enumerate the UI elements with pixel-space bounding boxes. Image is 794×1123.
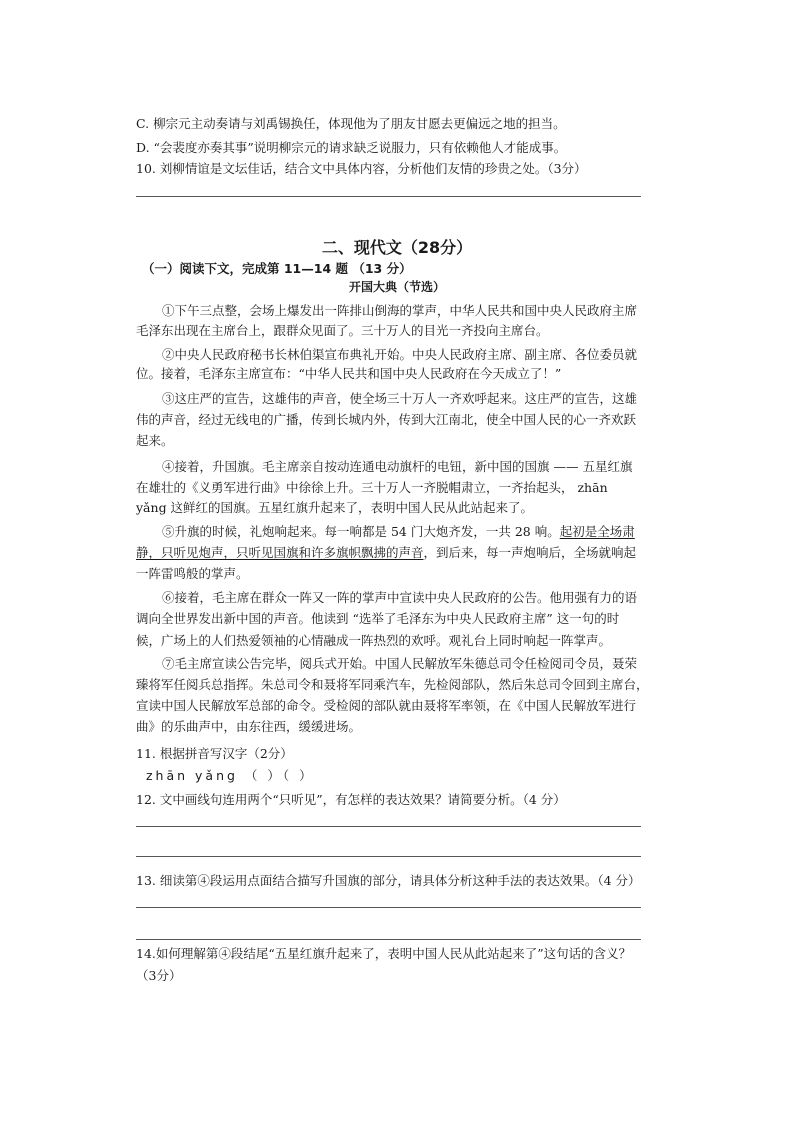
paragraph-6-line-1: ⑥接着，毛主席在群众一阵又一阵的掌声中宣读中央人民政府的公告。他用强有力的语 xyxy=(162,590,638,605)
option-d: D. “会裴度亦奏其事”说明柳宗元的请求缺乏说服力，只有依赖他人才能成事。 xyxy=(136,140,567,155)
underlined-sentence: 起初是全场肃 xyxy=(559,524,635,539)
article-title: 开国大典（节选） xyxy=(348,280,445,294)
paragraph-5-line-3: 一阵雷鸣般的掌声。 xyxy=(136,566,249,581)
paragraph-7-line-1: ⑦毛主席宣读公告完毕，阅兵式开始。中国人民解放军朱德总司令任检阅司令员，聂荣 xyxy=(162,656,638,671)
section-title: 二、现代文（28分） xyxy=(321,238,473,257)
underlined-sentence: 静，只听见炮声，只听见国旗和许多旗帜飘拂的声音 xyxy=(136,545,424,560)
paragraph-1-line-1: ①下午三点整，会场上爆发出一阵排山倒海的掌声，中华人民共和国中央人民政府主席 xyxy=(162,303,638,318)
paragraph-6-line-2: 调向全世界发出新中国的声音。他读到 “选举了毛泽东为中央人民政府主席” 这一句的时 xyxy=(136,611,620,626)
answer-line xyxy=(136,856,641,857)
question-14: 14.如何理解第④段结尾“五星红旗升起来了，表明中国人民从此站起来了”这句话的含义？ xyxy=(136,946,632,961)
paragraph-2-line-1: ②中央人民政府秘书长林伯渠宣布典礼开始。中央人民政府主席、副主席、各位委员就 xyxy=(162,347,638,362)
paragraph-2-line-2: 位。接着，毛泽东主席宣布：“中华人民共和国中央人民政府在今天成立了！” xyxy=(136,366,562,381)
paragraph-4-line-3: yǎng 这鲜红的国旗。五星红旗升起来了，表明中国人民从此站起来了。 xyxy=(136,500,534,515)
paragraph-4-line-1: ④接着，升国旗。毛主席亲自按动连通电动旗杆的电钮，新中国的国旗 —— 五星红旗 xyxy=(162,459,633,474)
paragraph-7-line-3: 宣读中国人民解放军总部的命令。受检阅的部队就由聂将军率领，在《中国人民解放军进行 xyxy=(136,698,637,713)
paragraph-6-line-3: 候，广场上的人们热爱领袖的心情融成一阵热烈的欢呼。观礼台上同时响起一阵掌声。 xyxy=(136,633,612,648)
paragraph-3-line-3: 起来。 xyxy=(136,433,174,448)
paragraph-5-line-2 xyxy=(136,545,661,561)
question-12: 12. 文中画线句连用两个“只听见”，有怎样的表达效果？请简要分析。（4 分） xyxy=(136,792,566,807)
paragraph-3-line-2: 伟的声音，经过无线电的广播，传到长城内外，传到大江南北，使全中国人民的心一齐欢跃 xyxy=(136,412,637,427)
option-c: C. 柳宗元主动奏请与刘禹锡换任，体现他为了朋友甘愿去更偏远之地的担当。 xyxy=(136,116,566,131)
paragraph-5-text: ⑤升旗的时候，礼炮响起来。每一响都是 54 门大炮齐发，一共 28 响。 xyxy=(162,524,560,539)
answer-line xyxy=(136,826,641,827)
paragraph-7-line-4: 曲》的乐曲声中，由东往西，缓缓进场。 xyxy=(136,719,362,734)
paragraph-5-text: ，到后来，每一声炮响后，全场就响起 xyxy=(423,545,637,560)
paragraph-4-line-2: 在雄壮的《义勇军进行曲》中徐徐上升。三十万人一齐脱帽肃立，一齐抬起头， zhān xyxy=(136,480,608,495)
part-title: （一）阅读下文，完成第 11—14 题 （13 分） xyxy=(142,261,412,276)
question-14-points: （3分） xyxy=(136,968,182,983)
paragraph-1-line-2: 毛泽东出现在主席台上，跟群众见面了。三十万人的目光一齐投向主席台。 xyxy=(136,323,549,338)
question-10: 10. 刘柳情谊是文坛佳话，结合文中具体内容，分析他们友情的珍贵之处。（3分） xyxy=(136,161,587,176)
paragraph-7-line-2: 臻将军任阅兵总指挥。朱总司令和聂将军同乘汽车，先检阅部队，然后朱总司令回到主席台， xyxy=(136,677,649,692)
paragraph-3-line-1: ③这庄严的宣告，这雄伟的声音，使全场三十万人一齐欢呼起来。这庄严的宣告，这雄 xyxy=(162,391,638,406)
paragraph-5-line-1 xyxy=(162,524,687,540)
answer-line xyxy=(136,907,641,908)
answer-line xyxy=(136,939,641,940)
question-13: 13. 细读第④段运用点面结合描写升国旗的部分，请具体分析这种手法的表达效果。（4 分） xyxy=(136,873,641,888)
answer-line xyxy=(136,196,641,197)
question-11: 11. 根据拼音写汉字（2分） xyxy=(136,746,293,761)
question-11-blanks: zhān yǎng （ ）（ ） xyxy=(146,768,315,783)
